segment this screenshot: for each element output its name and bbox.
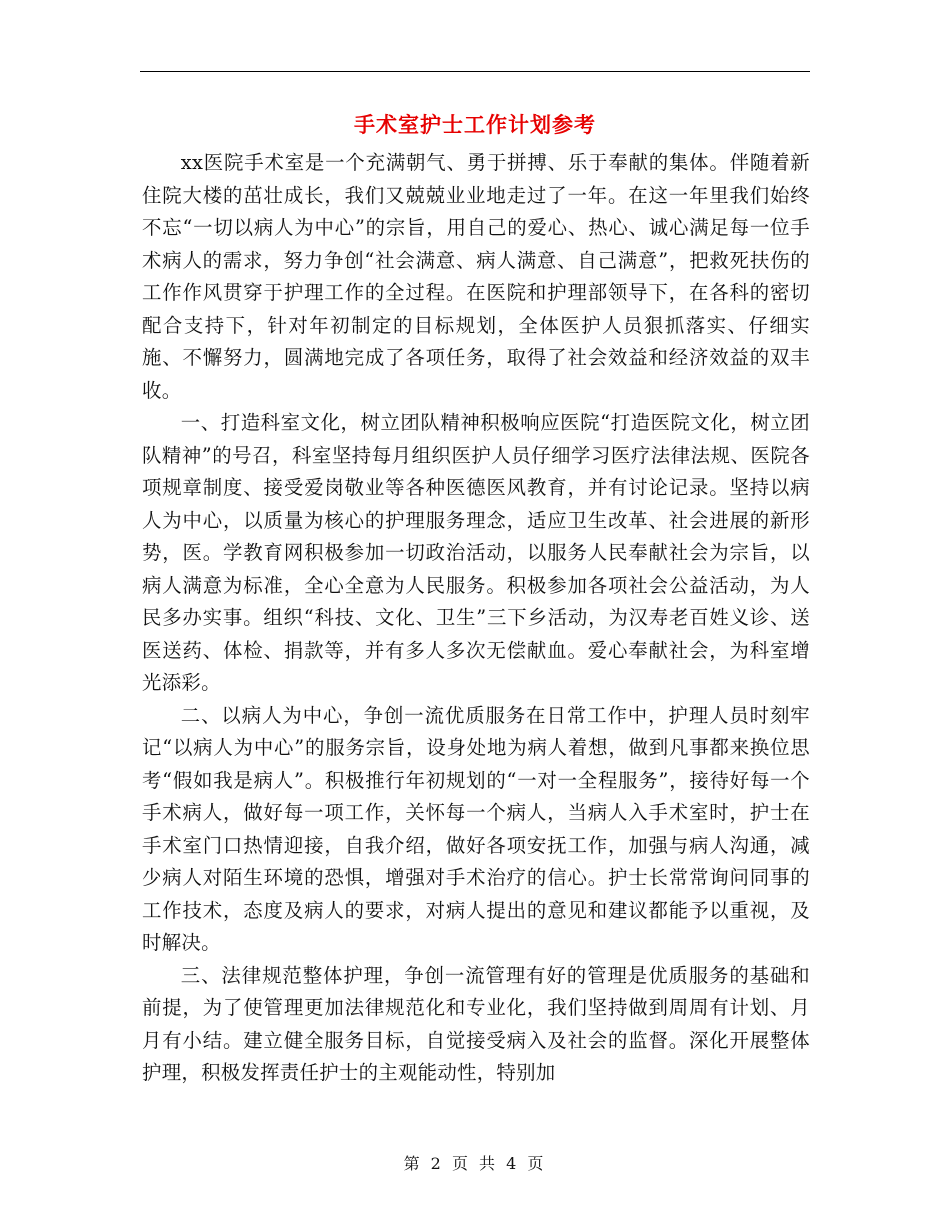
document-body [142, 147, 810, 1090]
header-rule [140, 71, 810, 72]
footer-prefix: 第 [403, 1154, 423, 1173]
body-paragraph-culture: 一、打造科室文化，树立团队精神积极响应医院“打造医院文化，树立团队精神”的号召，科室坚持每月组织医护人员仔细学习医疗法律法规、医院各项规章制度、接受爱岗敬业等各种医德医风教育，并有讨论记录。坚持以病人为中心，以质量为核心的护理服务理念，适应卫生改革、社会进展的新形势，医。学教育网积极参加一切政治活动，以服务人民奉献社会为宗旨，以病人满意为标准，全心全意为人民服务。积极参加各项社会公益活动，为人民多办实事。组织“科技、文化、卫生”三下乡活动，为汉寿老百姓义诊、送医送药、体检、捐款等，并有多人多次无偿献血。爱心奉献社会，为科室增光添彩。 [142, 411, 810, 694]
page-footer [0, 1152, 950, 1176]
body-paragraph-management: 三、法律规范整体护理，争创一流管理有好的管理是优质服务的基础和前提，为了使管理更加法律规范化和专业化，我们坚持做到周周有计划、月月有小结。建立健全服务目标，自觉接受病入及社会的监督。深化开展整体护理，积极发挥责任护士的主观能动性，特别加 [142, 963, 810, 1084]
footer-total-pages: 4 [506, 1154, 520, 1173]
footer-middle: 页 共 [451, 1154, 499, 1173]
footer-page-number: 2 [430, 1154, 444, 1173]
body-paragraph-intro: xx医院手术室是一个充满朝气、勇于拼搏、乐于奉献的集体。伴随着新住院大楼的茁壮成长，我们又兢兢业业地走过了一年。在这一年里我们始终不忘“一切以病人为中心”的宗旨，用自己的爱心、热心、诚心满足每一位手术病人的需求，努力争创“社会满意、病人满意、自己满意”，把救死扶伤的工作作风贯穿于护理工作的全过程。在医院和护理部领导下，在各科的密切配合支持下，针对年初制定的目标规划，全体医护人员狠抓落实、仔细实施、不懈努力，圆满地完成了各项任务，取得了社会效益和经济效益的双丰收。 [142, 151, 810, 402]
body-paragraph-service: 二、以病人为中心，争创一流优质服务在日常工作中，护理人员时刻牢记“以病人为中心”的服务宗旨，设身处地为病人着想，做到凡事都来换位思考“假如我是病人”。积极推行年初规划的“一对一全程服务”，接待好每一个手术病人，做好每一项工作，关怀每一个病人，当病人入手术室时，护士在手术室门口热情迎接，自我介绍，做好各项安抚工作，加强与病人沟通，减少病人对陌生环境的恐惧，增强对手术治疗的信心。护士长常常询问同事的工作技术，态度及病人的要求，对病人提出的意见和建议都能予以重视，及时解决。 [142, 703, 810, 954]
footer-suffix: 页 [527, 1154, 547, 1173]
document-title: 手术室护士工作计划参考 [354, 113, 596, 137]
